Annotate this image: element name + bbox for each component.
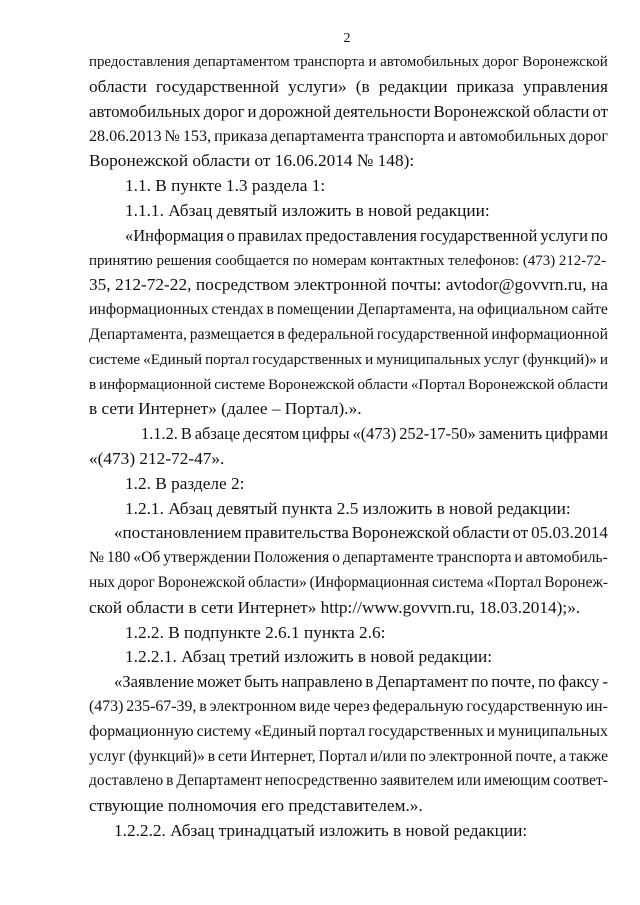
word: ин- (585, 698, 608, 715)
word: может (196, 672, 242, 691)
word: почте, (491, 672, 536, 691)
word: дорог (568, 128, 608, 145)
word: абзаце (194, 424, 241, 443)
word: департаменте (342, 549, 434, 566)
word: виде (299, 698, 331, 715)
text-line: Воронежской области от 16.06.2014 № 148): (89, 151, 415, 170)
text-line: в сети Интернет» (далее – Портал).». (89, 399, 362, 418)
word: также (569, 748, 608, 765)
word: в (365, 672, 374, 691)
word: помещении (276, 301, 355, 318)
word: 35, (89, 275, 111, 294)
text-line (89, 348, 608, 372)
word: 212-72-22, (115, 275, 192, 294)
text-line (89, 546, 608, 570)
word: avtodor@govvrn.ru, (445, 275, 587, 294)
word: в (199, 698, 207, 715)
word: «Заявление (114, 672, 194, 691)
word: по (471, 672, 489, 691)
text-line (89, 75, 608, 99)
word: на (458, 301, 475, 318)
word: почте, (515, 748, 557, 765)
word: «Портал (486, 574, 542, 591)
word: 252-17-50» (399, 424, 476, 443)
word: 235-67-39, (126, 698, 197, 715)
word: Портал (318, 748, 367, 765)
word: от (592, 102, 608, 121)
word: 180 (106, 549, 131, 566)
word: в (277, 326, 285, 343)
word: стендах (211, 301, 264, 318)
word: доставлено (89, 772, 164, 789)
text-line: 1.1. В пункте 1.3 раздела 1: (125, 176, 326, 195)
word: автомобильных (89, 102, 201, 121)
word: информационной (99, 377, 212, 393)
word: Воронеж- (544, 574, 608, 591)
word: деятельности (334, 102, 431, 121)
word: информационных (89, 301, 209, 318)
word: (функций)» (128, 748, 205, 765)
text-line (89, 745, 608, 769)
word: в (207, 748, 216, 765)
word: Департамента, (357, 301, 456, 318)
text-line (89, 298, 608, 322)
word: 1.1.2. (141, 424, 178, 443)
word: портал (205, 352, 250, 368)
word: быть (244, 672, 279, 691)
word: заменить (478, 424, 543, 443)
word: и (447, 128, 457, 145)
text-line (89, 125, 608, 149)
word: (473) (89, 698, 124, 715)
word: сети (218, 748, 248, 765)
word: государственной (155, 77, 280, 96)
word: услуги (540, 226, 588, 245)
word: государственной (376, 326, 489, 343)
text-line (114, 670, 608, 694)
word: системе (89, 352, 141, 368)
word: транспорта (436, 549, 512, 566)
word: Департамента, (89, 326, 187, 343)
text-line (89, 323, 608, 347)
text-line: ской области в сети Интернет» http://www.govvrn.ru, 18.03.2014);». (89, 598, 581, 617)
text-line: «(473) 212-72-47». (89, 449, 225, 468)
word: заявителем (380, 772, 454, 789)
text-line (141, 422, 608, 446)
text-line: 1.2.2.2. Абзац тринадцатый изложить в новой редакции: (114, 821, 528, 840)
text-line (114, 521, 608, 545)
text-line: предоставления департаментом транспорта и автомобильных дорог Воронежской (89, 54, 608, 70)
word: 28.06.2013 (89, 128, 162, 145)
word: 05.03.2014 (531, 523, 608, 542)
word: Воронежской (433, 102, 531, 121)
word: направлено (281, 672, 363, 691)
word: В (180, 424, 192, 443)
word: утверждении (163, 549, 251, 566)
word: - (602, 672, 608, 691)
word: услуг (483, 352, 520, 368)
word: и (365, 352, 374, 368)
text-line (125, 224, 608, 248)
text-line: 1.2.1. Абзац девятый пункта 2.5 изложить в новой редакции: (125, 499, 571, 518)
word: электронном (209, 698, 297, 715)
word: сайте (571, 301, 608, 318)
word: «Информация (125, 226, 224, 245)
word: цифрами (545, 424, 608, 443)
word: ных (89, 574, 116, 591)
word: № (164, 128, 180, 145)
word: факсу (558, 672, 600, 691)
word: Воронежской (268, 377, 355, 393)
word: «Об (133, 549, 161, 566)
text-line (89, 720, 608, 744)
word: приказа (456, 77, 514, 96)
text-line (89, 273, 608, 297)
word: федеральной (287, 326, 374, 343)
word: автомобиль- (525, 549, 608, 566)
word: в (166, 772, 174, 789)
word: «Единый (143, 352, 203, 368)
word: на (591, 275, 608, 294)
word: дорог (203, 102, 245, 121)
page-number: 2 (343, 31, 351, 46)
word: департамента (270, 128, 365, 145)
word: «Портал (410, 377, 466, 393)
word: в (89, 377, 97, 393)
word: портал (318, 723, 366, 740)
word: Воронежской (351, 523, 450, 542)
word: посредством (195, 275, 290, 294)
word: Воронежской (468, 377, 555, 393)
word: информационной (491, 326, 608, 343)
text-line: 1.2. В разделе 2: (125, 474, 245, 493)
word: транспорта (367, 128, 445, 145)
word: (функций)» (522, 352, 597, 368)
word: государственной (419, 226, 538, 245)
word: № (89, 549, 104, 566)
word: электронной (293, 275, 387, 294)
word: 153, (182, 128, 212, 145)
word: имеющим (483, 772, 551, 789)
word: дорог (117, 574, 155, 591)
word: Интернет, (250, 748, 316, 765)
word: по (538, 672, 556, 691)
word: «(473) (352, 424, 397, 443)
word: и/или (369, 748, 407, 765)
word: и (247, 102, 257, 121)
word: федеральную (372, 698, 464, 715)
text-line: 1.2.2.1. Абзац третий изложить в новой редакции: (125, 647, 493, 666)
word: о (332, 549, 340, 566)
text-line (89, 571, 608, 595)
word: от (512, 523, 529, 542)
word: размещается (189, 326, 275, 343)
word: правительства (244, 523, 349, 542)
word: приказа (214, 128, 268, 145)
text-line (89, 769, 608, 793)
word: по (590, 226, 608, 245)
word: цифры (302, 424, 350, 443)
word: десятом (243, 424, 300, 443)
word: через (333, 698, 370, 715)
word: управления (523, 77, 608, 96)
word: области (89, 77, 147, 96)
word: в (266, 301, 274, 318)
word: формационную (89, 723, 194, 740)
word: предоставления (305, 226, 417, 245)
text-line (89, 373, 608, 397)
word: области» (248, 574, 307, 591)
word: государственных (368, 723, 484, 740)
word: муниципальных (376, 352, 481, 368)
word: «постановлением (114, 523, 242, 542)
word: и (599, 352, 608, 368)
word: «Единый (254, 723, 316, 740)
word: муниципальных (498, 723, 608, 740)
word: Воронежской (157, 574, 246, 591)
word: области (557, 377, 608, 393)
text-line (89, 100, 608, 124)
word: автомобильных (459, 128, 566, 145)
word: и (514, 549, 523, 566)
word: редакции (378, 77, 448, 96)
word: правилах (237, 226, 303, 245)
word: непосредственно (264, 772, 378, 789)
word: и (486, 723, 496, 740)
word: государственную (466, 698, 583, 715)
text-line: 1.2.2. В подпункте 2.6.1 пункта 2.6: (125, 623, 386, 642)
word: Департамент (376, 672, 469, 691)
word: Положения (253, 549, 330, 566)
word: или (456, 772, 481, 789)
word: дорожной (259, 102, 332, 121)
word: области (533, 102, 590, 121)
text-line: ствующие полномочия его представителем.». (89, 796, 423, 815)
word: области (357, 377, 408, 393)
word: услуг (89, 748, 126, 765)
text-line (89, 695, 608, 719)
word: почты: (391, 275, 442, 294)
word: Департамент (176, 772, 262, 789)
word: системе (214, 377, 266, 393)
word: а (559, 748, 567, 765)
word: области (452, 523, 510, 542)
text-line: 1.1.1. Абзац девятый изложить в новой редакции: (125, 201, 490, 220)
word: услуги» (288, 77, 347, 96)
word: о (226, 226, 235, 245)
word: (Информационная (309, 574, 430, 591)
word: соответ- (553, 772, 608, 789)
word: государственных (252, 352, 363, 368)
text-line: принятию решения сообщается по номерам контактных телефонов: (473) 212-72- (89, 253, 607, 269)
word: систему (196, 723, 252, 740)
word: электронной (428, 748, 513, 765)
word: по (409, 748, 426, 765)
word: официальном (476, 301, 569, 318)
word: система (432, 574, 484, 591)
word: (в (355, 77, 370, 96)
